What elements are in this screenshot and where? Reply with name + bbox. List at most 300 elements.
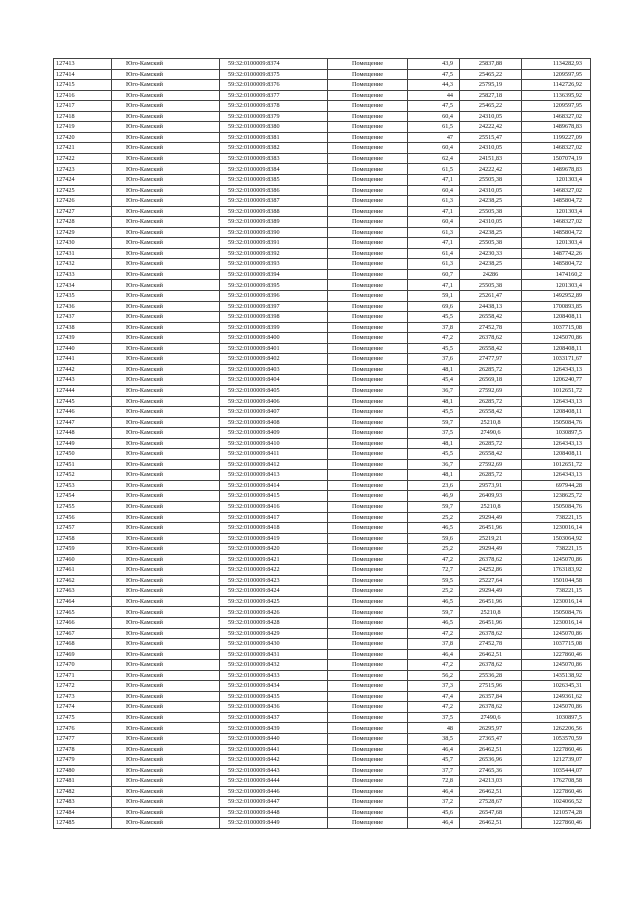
district-cell: Юго-Камский <box>112 470 220 481</box>
table-row <box>54 227 591 238</box>
table-row <box>54 512 591 523</box>
price-per-unit-cell: 26558,42 <box>460 343 522 354</box>
price-per-unit-cell: 27452,78 <box>460 322 522 333</box>
total-value-cell: 1030897,5 <box>522 712 591 723</box>
total-value-cell: 1505084,76 <box>522 417 591 428</box>
total-value-cell: 1230016,14 <box>522 596 591 607</box>
district-cell: Юго-Камский <box>112 744 220 755</box>
total-value-cell: 1487742,26 <box>522 248 591 259</box>
price-per-unit-cell: 25227,64 <box>460 575 522 586</box>
total-value-cell: 1201303,4 <box>522 238 591 249</box>
table-row <box>54 586 591 597</box>
district-cell: Юго-Камский <box>112 755 220 766</box>
total-value-cell: 1208408,11 <box>522 449 591 460</box>
price-per-unit-cell: 25827,18 <box>460 90 522 101</box>
cadastral-number-cell: 59:32:0100009:8448 <box>220 807 328 818</box>
object-type-cell: Помещение <box>328 385 408 396</box>
price-per-unit-cell: 26295,97 <box>460 723 522 734</box>
area-cell: 45,4 <box>408 375 460 386</box>
table-row <box>54 185 591 196</box>
object-type-cell: Помещение <box>328 776 408 787</box>
table-row <box>54 491 591 502</box>
total-value-cell: 1492952,89 <box>522 291 591 302</box>
district-cell: Юго-Камский <box>112 143 220 154</box>
district-cell: Юго-Камский <box>112 354 220 365</box>
object-type-cell: Помещение <box>328 354 408 365</box>
district-cell: Юго-Камский <box>112 291 220 302</box>
cadastral-number-cell: 59:32:0100009:8413 <box>220 470 328 481</box>
cadastral-number-cell: 59:32:0100009:8447 <box>220 797 328 808</box>
price-per-unit-cell: 25505,38 <box>460 206 522 217</box>
area-cell: 37,5 <box>408 428 460 439</box>
total-value-cell: 1012651,72 <box>522 385 591 396</box>
district-cell: Юго-Камский <box>112 227 220 238</box>
price-per-unit-cell: 27490,6 <box>460 712 522 723</box>
area-cell: 60,4 <box>408 111 460 122</box>
area-cell: 45,5 <box>408 407 460 418</box>
total-value-cell: 1700893,85 <box>522 301 591 312</box>
row-number-cell: 127484 <box>54 807 112 818</box>
cadastral-number-cell: 59:32:0100009:8415 <box>220 491 328 502</box>
cadastral-number-cell: 59:32:0100009:8400 <box>220 333 328 344</box>
price-per-unit-cell: 26409,93 <box>460 491 522 502</box>
area-cell: 61,5 <box>408 164 460 175</box>
table-row <box>54 523 591 534</box>
area-cell: 23,6 <box>408 480 460 491</box>
area-cell: 37,5 <box>408 712 460 723</box>
district-cell: Юго-Камский <box>112 280 220 291</box>
object-type-cell: Помещение <box>328 301 408 312</box>
district-cell: Юго-Камский <box>112 691 220 702</box>
object-type-cell: Помещение <box>328 122 408 133</box>
area-cell: 62,4 <box>408 153 460 164</box>
table-row <box>54 153 591 164</box>
table-row <box>54 132 591 143</box>
row-number-cell: 127419 <box>54 122 112 133</box>
row-number-cell: 127427 <box>54 206 112 217</box>
area-cell: 37,3 <box>408 681 460 692</box>
cadastral-number-cell: 59:32:0100009:8412 <box>220 459 328 470</box>
area-cell: 61,3 <box>408 227 460 238</box>
area-cell: 37,6 <box>408 354 460 365</box>
object-type-cell: Помещение <box>328 90 408 101</box>
row-number-cell: 127417 <box>54 101 112 112</box>
object-type-cell: Помещение <box>328 312 408 323</box>
price-per-unit-cell: 24230,33 <box>460 248 522 259</box>
total-value-cell: 1505084,76 <box>522 607 591 618</box>
district-cell: Юго-Камский <box>112 776 220 787</box>
table-row <box>54 90 591 101</box>
total-value-cell: 738221,15 <box>522 586 591 597</box>
row-number-cell: 127455 <box>54 501 112 512</box>
object-type-cell: Помещение <box>328 438 408 449</box>
price-per-unit-cell: 24286 <box>460 269 522 280</box>
object-type-cell: Помещение <box>328 565 408 576</box>
total-value-cell: 1264343,13 <box>522 438 591 449</box>
cadastral-number-cell: 59:32:0100009:8387 <box>220 196 328 207</box>
price-per-unit-cell: 26378,62 <box>460 333 522 344</box>
table-row <box>54 575 591 586</box>
area-cell: 47,2 <box>408 554 460 565</box>
cadastral-number-cell: 59:32:0100009:8442 <box>220 755 328 766</box>
price-per-unit-cell: 24310,05 <box>460 185 522 196</box>
cadastral-number-cell: 59:32:0100009:8385 <box>220 175 328 186</box>
table-row <box>54 628 591 639</box>
cadastral-number-cell: 59:32:0100009:8395 <box>220 280 328 291</box>
price-per-unit-cell: 25505,38 <box>460 238 522 249</box>
object-type-cell: Помещение <box>328 786 408 797</box>
row-number-cell: 127472 <box>54 681 112 692</box>
area-cell: 61,5 <box>408 122 460 133</box>
area-cell: 37,8 <box>408 322 460 333</box>
district-cell: Юго-Камский <box>112 438 220 449</box>
object-type-cell: Помещение <box>328 269 408 280</box>
price-per-unit-cell: 29573,91 <box>460 480 522 491</box>
object-type-cell: Помещение <box>328 628 408 639</box>
cadastral-number-cell: 59:32:0100009:8429 <box>220 628 328 639</box>
table-row <box>54 681 591 692</box>
price-per-unit-cell: 25465,22 <box>460 69 522 80</box>
object-type-cell: Помещение <box>328 175 408 186</box>
area-cell: 60,4 <box>408 143 460 154</box>
price-per-unit-cell: 26378,62 <box>460 554 522 565</box>
area-cell: 46,4 <box>408 744 460 755</box>
cadastral-number-cell: 59:32:0100009:8437 <box>220 712 328 723</box>
price-per-unit-cell: 29294,49 <box>460 586 522 597</box>
price-per-unit-cell: 26462,51 <box>460 818 522 829</box>
row-number-cell: 127485 <box>54 818 112 829</box>
total-value-cell: 1468327,02 <box>522 217 591 228</box>
row-number-cell: 127420 <box>54 132 112 143</box>
cadastral-number-cell: 59:32:0100009:8391 <box>220 238 328 249</box>
row-number-cell: 127442 <box>54 364 112 375</box>
cadastral-number-cell: 59:32:0100009:8381 <box>220 132 328 143</box>
object-type-cell: Помещение <box>328 449 408 460</box>
price-per-unit-cell: 27452,78 <box>460 639 522 650</box>
cadastral-number-cell: 59:32:0100009:8383 <box>220 153 328 164</box>
price-per-unit-cell: 25210,8 <box>460 417 522 428</box>
cadastral-number-cell: 59:32:0100009:8426 <box>220 607 328 618</box>
total-value-cell: 1053570,59 <box>522 734 591 745</box>
total-value-cell: 1026345,31 <box>522 681 591 692</box>
area-cell: 44,3 <box>408 80 460 91</box>
cadastral-number-cell: 59:32:0100009:8384 <box>220 164 328 175</box>
total-value-cell: 1762708,58 <box>522 776 591 787</box>
area-cell: 59,7 <box>408 501 460 512</box>
total-value-cell: 1227860,46 <box>522 744 591 755</box>
object-type-cell: Помещение <box>328 470 408 481</box>
table-row <box>54 248 591 259</box>
table-row <box>54 301 591 312</box>
total-value-cell: 1763183,92 <box>522 565 591 576</box>
price-per-unit-cell: 27592,69 <box>460 385 522 396</box>
district-cell: Юго-Камский <box>112 322 220 333</box>
district-cell: Юго-Камский <box>112 544 220 555</box>
area-cell: 48,1 <box>408 364 460 375</box>
object-type-cell: Помещение <box>328 206 408 217</box>
price-per-unit-cell: 27477,97 <box>460 354 522 365</box>
table-row <box>54 375 591 386</box>
district-cell: Юго-Камский <box>112 575 220 586</box>
district-cell: Юго-Камский <box>112 164 220 175</box>
cadastral-number-cell: 59:32:0100009:8402 <box>220 354 328 365</box>
table-row <box>54 501 591 512</box>
area-cell: 47,1 <box>408 238 460 249</box>
total-value-cell: 697944,28 <box>522 480 591 491</box>
district-cell: Юго-Камский <box>112 269 220 280</box>
row-number-cell: 127474 <box>54 702 112 713</box>
total-value-cell: 1024066,52 <box>522 797 591 808</box>
district-cell: Юго-Камский <box>112 818 220 829</box>
district-cell: Юго-Камский <box>112 217 220 228</box>
row-number-cell: 127456 <box>54 512 112 523</box>
table-row <box>54 607 591 618</box>
area-cell: 46,4 <box>408 818 460 829</box>
table-row <box>54 776 591 787</box>
row-number-cell: 127471 <box>54 670 112 681</box>
district-cell: Юго-Камский <box>112 101 220 112</box>
cadastral-number-cell: 59:32:0100009:8406 <box>220 396 328 407</box>
table-row <box>54 649 591 660</box>
cadastral-number-cell: 59:32:0100009:8380 <box>220 122 328 133</box>
cadastral-number-cell: 59:32:0100009:8410 <box>220 438 328 449</box>
area-cell: 61,4 <box>408 248 460 259</box>
price-per-unit-cell: 24238,25 <box>460 259 522 270</box>
row-number-cell: 127446 <box>54 407 112 418</box>
price-per-unit-cell: 24252,86 <box>460 565 522 576</box>
table-row <box>54 617 591 628</box>
row-number-cell: 127425 <box>54 185 112 196</box>
object-type-cell: Помещение <box>328 428 408 439</box>
district-cell: Юго-Камский <box>112 449 220 460</box>
table-row <box>54 565 591 576</box>
table-row <box>54 291 591 302</box>
table-row <box>54 818 591 829</box>
object-type-cell: Помещение <box>328 396 408 407</box>
cadastral-number-cell: 59:32:0100009:8449 <box>220 818 328 829</box>
cadastral-number-cell: 59:32:0100009:8424 <box>220 586 328 597</box>
table-row <box>54 396 591 407</box>
total-value-cell: 1209597,95 <box>522 69 591 80</box>
object-type-cell: Помещение <box>328 501 408 512</box>
total-value-cell: 1208408,11 <box>522 343 591 354</box>
district-cell: Юго-Камский <box>112 807 220 818</box>
total-value-cell: 1245070,86 <box>522 628 591 639</box>
object-type-cell: Помещение <box>328 164 408 175</box>
district-cell: Юго-Камский <box>112 80 220 91</box>
district-cell: Юго-Камский <box>112 491 220 502</box>
object-type-cell: Помещение <box>328 248 408 259</box>
cadastral-number-cell: 59:32:0100009:8374 <box>220 59 328 70</box>
row-number-cell: 127431 <box>54 248 112 259</box>
table-row <box>54 807 591 818</box>
price-per-unit-cell: 24213,03 <box>460 776 522 787</box>
area-cell: 43,9 <box>408 59 460 70</box>
total-value-cell: 1199227,09 <box>522 132 591 143</box>
object-type-cell: Помещение <box>328 660 408 671</box>
object-type-cell: Помещение <box>328 755 408 766</box>
district-cell: Юго-Камский <box>112 312 220 323</box>
row-number-cell: 127465 <box>54 607 112 618</box>
table-row <box>54 744 591 755</box>
price-per-unit-cell: 26558,42 <box>460 407 522 418</box>
cadastral-number-cell: 59:32:0100009:8404 <box>220 375 328 386</box>
row-number-cell: 127443 <box>54 375 112 386</box>
district-cell: Юго-Камский <box>112 765 220 776</box>
table-row <box>54 438 591 449</box>
total-value-cell: 1264343,13 <box>522 396 591 407</box>
price-per-unit-cell: 27528,67 <box>460 797 522 808</box>
district-cell: Юго-Камский <box>112 428 220 439</box>
row-number-cell: 127439 <box>54 333 112 344</box>
cadastral-number-cell: 59:32:0100009:8409 <box>220 428 328 439</box>
price-per-unit-cell: 26462,51 <box>460 744 522 755</box>
area-cell: 47,5 <box>408 69 460 80</box>
table-row <box>54 280 591 291</box>
document-page <box>53 58 590 829</box>
total-value-cell: 1474160,2 <box>522 269 591 280</box>
total-value-cell: 1212739,07 <box>522 755 591 766</box>
table-row <box>54 111 591 122</box>
table-body <box>54 59 591 829</box>
total-value-cell: 1435138,92 <box>522 670 591 681</box>
row-number-cell: 127470 <box>54 660 112 671</box>
cadastral-number-cell: 59:32:0100009:8399 <box>220 322 328 333</box>
object-type-cell: Помещение <box>328 712 408 723</box>
table-row <box>54 786 591 797</box>
total-value-cell: 1262206,56 <box>522 723 591 734</box>
district-cell: Юго-Камский <box>112 175 220 186</box>
row-number-cell: 127440 <box>54 343 112 354</box>
row-number-cell: 127434 <box>54 280 112 291</box>
total-value-cell: 1468327,02 <box>522 143 591 154</box>
object-type-cell: Помещение <box>328 649 408 660</box>
price-per-unit-cell: 26285,72 <box>460 438 522 449</box>
cadastral-number-cell: 59:32:0100009:8403 <box>220 364 328 375</box>
table-row <box>54 734 591 745</box>
cadastral-number-cell: 59:32:0100009:8417 <box>220 512 328 523</box>
area-cell: 48,1 <box>408 438 460 449</box>
total-value-cell: 1249361,62 <box>522 691 591 702</box>
district-cell: Юго-Камский <box>112 617 220 628</box>
area-cell: 37,7 <box>408 765 460 776</box>
total-value-cell: 1208408,11 <box>522 407 591 418</box>
table-row <box>54 723 591 734</box>
table-row <box>54 59 591 70</box>
row-number-cell: 127466 <box>54 617 112 628</box>
cadastral-number-cell: 59:32:0100009:8432 <box>220 660 328 671</box>
cadastral-number-cell: 59:32:0100009:8386 <box>220 185 328 196</box>
total-value-cell: 1035444,07 <box>522 765 591 776</box>
price-per-unit-cell: 24310,05 <box>460 111 522 122</box>
table-row <box>54 639 591 650</box>
price-per-unit-cell: 26378,62 <box>460 628 522 639</box>
cadastral-number-cell: 59:32:0100009:8392 <box>220 248 328 259</box>
price-per-unit-cell: 25515,47 <box>460 132 522 143</box>
area-cell: 47,2 <box>408 702 460 713</box>
area-cell: 60,4 <box>408 217 460 228</box>
object-type-cell: Помещение <box>328 59 408 70</box>
row-number-cell: 127468 <box>54 639 112 650</box>
price-per-unit-cell: 24222,42 <box>460 164 522 175</box>
total-value-cell: 1230016,14 <box>522 617 591 628</box>
row-number-cell: 127436 <box>54 301 112 312</box>
table-row <box>54 217 591 228</box>
price-per-unit-cell: 26451,96 <box>460 523 522 534</box>
object-type-cell: Помещение <box>328 533 408 544</box>
table-row <box>54 354 591 365</box>
total-value-cell: 1208408,11 <box>522 312 591 323</box>
table-row <box>54 101 591 112</box>
row-number-cell: 127441 <box>54 354 112 365</box>
table-row <box>54 259 591 270</box>
area-cell: 72,7 <box>408 565 460 576</box>
price-per-unit-cell: 26378,62 <box>460 702 522 713</box>
area-cell: 46,4 <box>408 649 460 660</box>
row-number-cell: 127458 <box>54 533 112 544</box>
total-value-cell: 1201303,4 <box>522 175 591 186</box>
area-cell: 59,7 <box>408 607 460 618</box>
object-type-cell: Помещение <box>328 544 408 555</box>
object-type-cell: Помещение <box>328 459 408 470</box>
price-per-unit-cell: 25795,19 <box>460 80 522 91</box>
area-cell: 59,7 <box>408 417 460 428</box>
row-number-cell: 127481 <box>54 776 112 787</box>
cadastral-number-cell: 59:32:0100009:8393 <box>220 259 328 270</box>
price-per-unit-cell: 26569,18 <box>460 375 522 386</box>
total-value-cell: 1136395,92 <box>522 90 591 101</box>
table-row <box>54 660 591 671</box>
row-number-cell: 127469 <box>54 649 112 660</box>
total-value-cell: 1485804,72 <box>522 196 591 207</box>
total-value-cell: 1264343,13 <box>522 364 591 375</box>
area-cell: 25,2 <box>408 544 460 555</box>
area-cell: 38,5 <box>408 734 460 745</box>
price-per-unit-cell: 26547,68 <box>460 807 522 818</box>
table-row <box>54 596 591 607</box>
price-per-unit-cell: 25210,8 <box>460 607 522 618</box>
object-type-cell: Помещение <box>328 217 408 228</box>
total-value-cell: 1227860,46 <box>522 818 591 829</box>
object-type-cell: Помещение <box>328 101 408 112</box>
area-cell: 46,4 <box>408 786 460 797</box>
object-type-cell: Помещение <box>328 807 408 818</box>
object-type-cell: Помещение <box>328 333 408 344</box>
total-value-cell: 738221,15 <box>522 512 591 523</box>
object-type-cell: Помещение <box>328 259 408 270</box>
object-type-cell: Помещение <box>328 153 408 164</box>
table-row <box>54 449 591 460</box>
district-cell: Юго-Камский <box>112 206 220 217</box>
object-type-cell: Помещение <box>328 343 408 354</box>
table-row <box>54 765 591 776</box>
district-cell: Юго-Камский <box>112 786 220 797</box>
price-per-unit-cell: 27490,6 <box>460 428 522 439</box>
row-number-cell: 127449 <box>54 438 112 449</box>
row-number-cell: 127482 <box>54 786 112 797</box>
row-number-cell: 127478 <box>54 744 112 755</box>
row-number-cell: 127477 <box>54 734 112 745</box>
cadastral-number-cell: 59:32:0100009:8443 <box>220 765 328 776</box>
price-per-unit-cell: 25261,47 <box>460 291 522 302</box>
table-row <box>54 238 591 249</box>
cadastral-number-cell: 59:32:0100009:8434 <box>220 681 328 692</box>
row-number-cell: 127415 <box>54 80 112 91</box>
cadastral-number-cell: 59:32:0100009:8389 <box>220 217 328 228</box>
area-cell: 45,5 <box>408 312 460 323</box>
table-row <box>54 554 591 565</box>
price-per-unit-cell: 27592,69 <box>460 459 522 470</box>
